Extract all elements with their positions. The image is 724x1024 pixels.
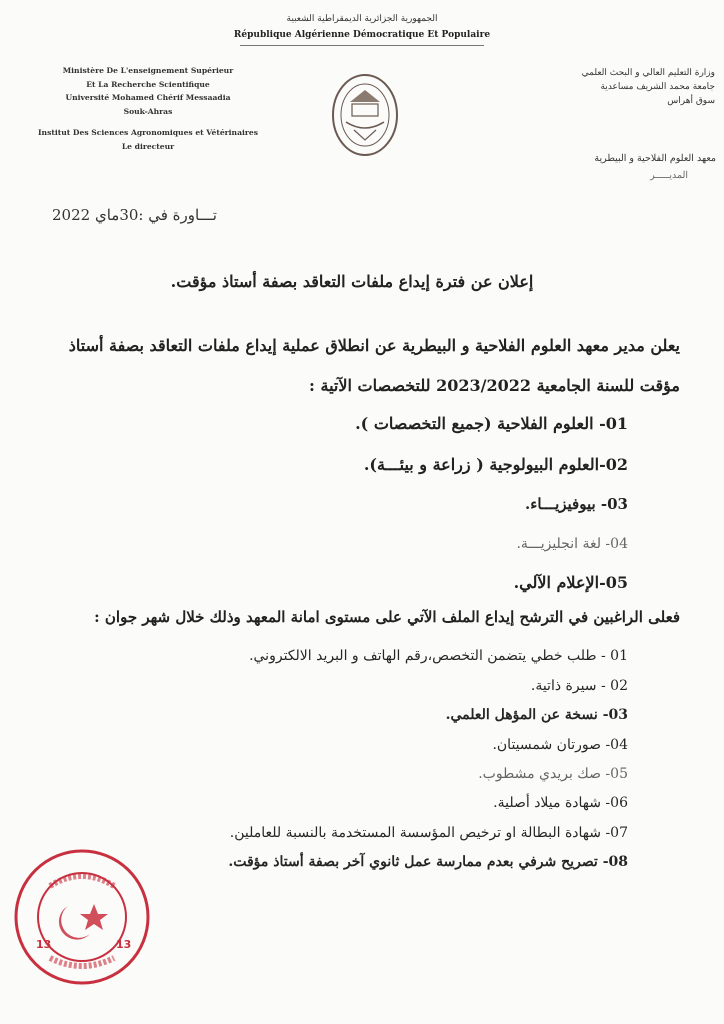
ministry-name: وزارة التعليم العالي و البحث العلمي (581, 68, 715, 78)
document-item: 08- تصريح شرفي بعدم ممارسة عمل ثانوي آخر بصفة أستاذ مؤقت. (228, 854, 628, 870)
header-divider (240, 45, 484, 46)
letterhead-spacer (18, 118, 278, 126)
university-seal-logo (330, 72, 400, 158)
stamp-number: 13 (36, 938, 52, 951)
document-item: 03- نسخة عن المؤهل العلمي. (445, 707, 628, 723)
specialty-item: 02-العلوم البيولوجية ( زراعة و بيئـــة). (363, 455, 628, 474)
document-item: 06- شهادة ميلاد أصلية. (493, 795, 628, 811)
director-label: المديـــــر (650, 170, 688, 181)
official-stamp (10, 846, 154, 988)
specialty-item: 04- لغة انجليزيـــة. (516, 536, 628, 552)
letterhead-line: Souk-Ahras (123, 106, 173, 116)
specialty-item: 05-الإعلام الآلي. (513, 573, 628, 592)
letterhead-line: Université Mohamed Chérif Messaadia (65, 93, 231, 102)
specialty-item: 03- بيوفيزيـــاء. (525, 495, 628, 513)
document-item: 02 - سيرة ذاتية. (530, 678, 628, 694)
instructions-text: فعلى الراغبين في الترشح إيداع الملف الآتي على مستوى امانة المعهد وذلك خلال شهر جوان : (94, 608, 680, 626)
arabic-letterhead (505, 66, 715, 108)
stamp-number: 13 (116, 938, 132, 951)
announcement-title: إعلان عن فترة إيداع ملفات التعاقد بصفة أستاذ مؤقت. (170, 272, 534, 291)
document-item: 01 - طلب خطي يتضمن التخصص،رقم الهاتف و البريد الالكتروني. (249, 648, 628, 664)
university-name: جامعة محمد الشريف مساعدية (600, 82, 715, 92)
intro-line-2: مؤقت للسنة الجامعية 2023/2022 للتخصصات الآتية : (309, 376, 680, 395)
country-name-arabic: الجمهورية الجزائرية الديمقراطية الشعبية (286, 14, 438, 24)
letterhead-line: Ministère De L'enseignement Supérieur (62, 66, 234, 75)
letterhead-line: Institut Des Sciences Agronomiques et Vétérinaires (38, 128, 258, 137)
intro-line-1: يعلن مدير معهد العلوم الفلاحية و البيطرية عن انطلاق عملية إيداع ملفات التعاقد بصفة أستاذ (68, 336, 680, 355)
letterhead-line: Et La Recherche Scientifique (86, 79, 210, 89)
institute-block (480, 150, 716, 184)
letterhead-line: Le directeur (121, 141, 175, 151)
specialty-item: 01- العلوم الفلاحية (جميع التخصصات ). (355, 414, 628, 433)
document-item: 07- شهادة البطالة او ترخيص المؤسسة المستخدمة بالنسبة للعاملين. (229, 825, 628, 841)
document-item: 04- صورتان شمسيتان. (492, 737, 628, 753)
institute-name: معهد العلوم الفلاحية و البيطرية (594, 153, 716, 164)
document-item: 05- صك بريدي مشطوب. (478, 766, 628, 782)
country-name-french: République Algérienne Démocratique Et Populaire (233, 30, 491, 40)
city-name: سوق أهراس (667, 96, 715, 106)
document-date: تـــاورة في :30ماي 2022 (52, 206, 217, 224)
french-letterhead (18, 64, 278, 153)
